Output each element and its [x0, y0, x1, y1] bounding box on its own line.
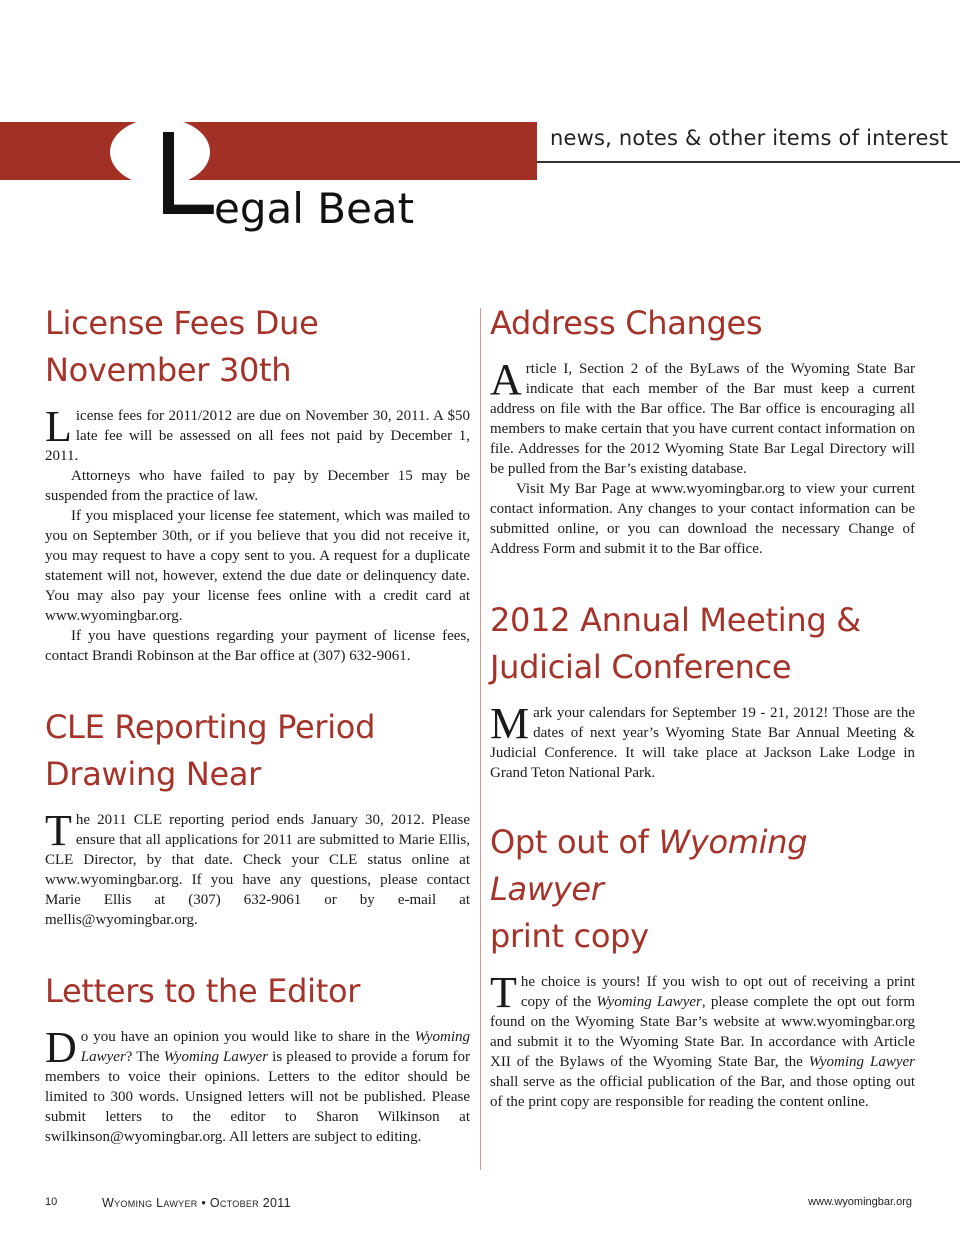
letters-text-a: o you have an opinion you would like to share in the: [80, 1029, 415, 1045]
annual-heading-line2: Judicial Conference: [490, 648, 792, 686]
license-paragraph-4: If you have questions regarding your payment of license fees, contact Brandi Robinson at the Bar office at (307) 632-9061.: [45, 628, 470, 664]
license-paragraph-1: [45, 402, 470, 466]
cle-paragraph-1: [45, 806, 470, 930]
drop-cap: T: [45, 806, 72, 855]
section-letters: [45, 968, 470, 1147]
section-opt-out: [490, 819, 915, 1112]
address-paragraph-1: [490, 355, 915, 479]
drop-cap: A: [490, 355, 522, 404]
annual-heading-line1: 2012 Annual Meeting &: [490, 601, 861, 639]
letters-italic-1: Wyoming Lawyer: [80, 1029, 470, 1065]
optout-text-a: he choice is yours! If you wish to opt out of receiving a print copy of the: [520, 974, 915, 1010]
letters-text-b: ? The: [125, 1049, 164, 1065]
title-initial: L: [152, 111, 215, 241]
letters-paragraph-1: [45, 1023, 470, 1147]
cle-heading-line1: CLE Reporting Period: [45, 708, 376, 746]
spacer: [45, 930, 470, 968]
license-p1-text: icense fees for 2011/2012 are due on November 30, 2011. A $50 late fee will be assessed on all fees not paid by December 1, 2011.: [45, 408, 470, 464]
license-heading-line1: License Fees Due: [45, 304, 319, 342]
left-column: [45, 300, 470, 1147]
optout-heading-italic: Wyoming Lawyer: [490, 823, 808, 908]
cle-heading-line2: Drawing Near: [45, 755, 262, 793]
license-paragraph-2: Attorneys who have failed to pay by December 15 may be suspended from the practice of law.: [45, 468, 470, 504]
section-address: [490, 300, 915, 559]
optout-paragraph-1: [490, 968, 915, 1112]
spacer: [45, 666, 470, 704]
section-cle: [45, 704, 470, 930]
license-paragraph-3: If you misplaced your license fee statement, which was mailed to you on September 30th, or if you believe that you did not receive it, you may request to have a copy sent to you. A request for a duplicate statement will not, however, extend the due date or delinquency date. You may also pay your license fees online with a credit card at www.wyomingbar.org.: [45, 508, 470, 624]
annual-heading: [490, 597, 915, 691]
optout-heading-line2: print copy: [490, 917, 649, 955]
license-heading: [45, 300, 470, 394]
annual-paragraph-1: [490, 699, 915, 783]
tagline-rule: [537, 161, 960, 163]
address-p1-text: rticle I, Section 2 of the ByLaws of the Wyoming State Bar indicate that each member of the Bar must keep a current address on file with the Bar office. The Bar office is encouraging all members to make certain that you have current contact information on file. Addresses for the 2012 Wyoming State Bar Legal Directory will be pulled from the Bar’s existing database.: [490, 361, 915, 477]
optout-italic-2: Wyoming Lawyer: [808, 1054, 915, 1070]
right-column: [490, 300, 915, 1112]
footer-url[interactable]: www.wyomingbar.org: [808, 1196, 912, 1208]
optout-italic-1: Wyoming Lawyer: [596, 994, 702, 1010]
column-divider: [480, 308, 481, 1170]
drop-cap: M: [490, 699, 530, 748]
spacer: [490, 559, 915, 597]
annual-p1-text: ark your calendars for September 19 - 21, 2012! Those are the dates of next year’s Wyoming State Bar Annual Meeting & Judicial Conference. It will take place at Jackson Lake Lodge in Grand Teton National Park.: [490, 705, 915, 781]
optout-text-c: shall serve as the official publication of the Bar, and those opting out of the print copy are responsible for reading the content online.: [490, 1074, 915, 1110]
footer-page-number: 10: [45, 1196, 58, 1208]
letters-heading: Letters to the Editor: [45, 972, 361, 1010]
optout-heading-a: Opt out of: [490, 823, 659, 861]
address-paragraph-2: Visit My Bar Page at www.wyomingbar.org to view your current contact information. Any changes to your contact information can be submitted online, or you can download the necessary Change of Address Form and submit it to the Bar office.: [490, 481, 915, 557]
spacer: [490, 783, 915, 819]
header-band: [0, 122, 537, 180]
drop-cap: D: [45, 1023, 77, 1072]
license-heading-line2: November 30th: [45, 351, 292, 389]
footer-magazine: Wyoming Lawyer • October 2011: [102, 1196, 291, 1210]
address-heading: Address Changes: [490, 304, 763, 342]
section-annual-meeting: [490, 597, 915, 783]
drop-cap: T: [490, 968, 517, 1017]
letters-text-c: is pleased to provide a forum for members to voice their opinions. Letters to the editor should be limited to 300 words. Unsigned letters will not be published. Please submit letters to the editor to Sharon Wilkinson at swilkinson@wyomingbar.org. All letters are subject to editing.: [45, 1049, 470, 1145]
drop-cap: L: [45, 402, 72, 451]
letters-italic-2: Wyoming Lawyer: [163, 1049, 269, 1065]
cle-p1-text: he 2011 CLE reporting period ends January 30, 2012. Please ensure that all applications for 2011 are submitted to Marie Ellis, CLE Director, by that date. Check your CLE status online at www.wyomingbar.org. If you have any questions, please contact Marie Ellis at (307) 632-9061 or by e-mail at mellis@wyomingbar.org.: [45, 812, 470, 928]
cle-heading: [45, 704, 470, 798]
header-tagline: news, notes & other items of interest: [550, 126, 949, 150]
optout-text-b: , please complete the opt out form found on the Wyoming State Bar’s website at www.wyomingbar.org and submit it to the Wyoming State Bar. In accordance with Article XII of the Bylaws of the Wyoming State Bar, the: [490, 994, 915, 1070]
page-title: egal Beat: [214, 184, 415, 233]
optout-heading: [490, 819, 915, 960]
section-license-fees: [45, 300, 470, 666]
